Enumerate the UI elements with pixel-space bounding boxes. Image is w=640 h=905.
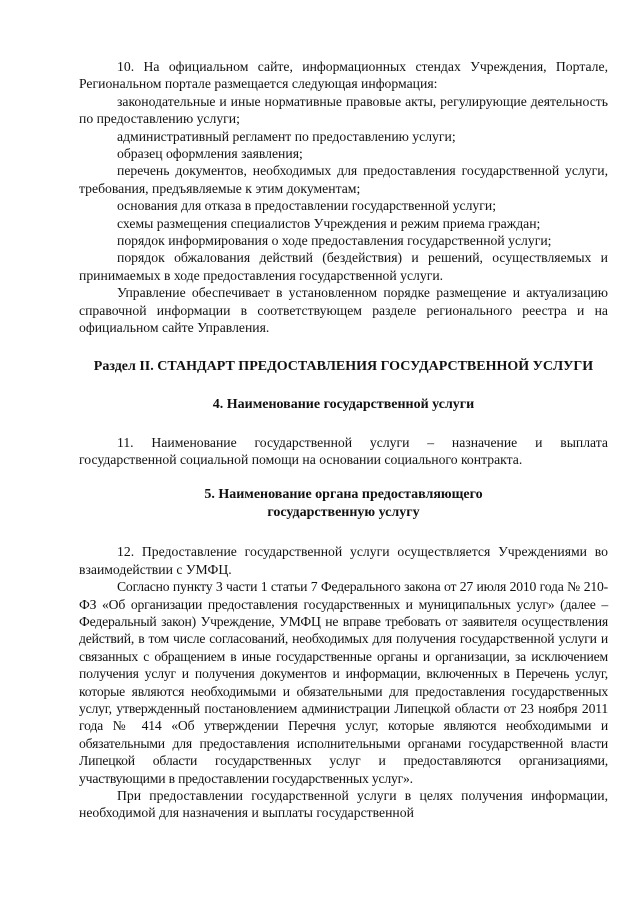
section-2-title: Раздел II. СТАНДАРТ ПРЕДОСТАВЛЕНИЯ ГОСУДАРСТВЕННОЙ УСЛУГИ [93,358,594,374]
document-page [79,58,608,822]
list-item: схемы размещения специалистов Учреждения и режим приема граждан; [117,215,541,231]
subsection-5-heading [79,486,608,522]
last-paragraph: При предоставлении государственной услуги в целях получения информации, необходимой для назначения и выплаты государственной [79,788,608,821]
federal-law-paragraph: Согласно пункту 3 части 1 статьи 7 Федерального закона от 27 июля 2010 года № 210-ФЗ «Об организации предоставления государственных и муниципальных услуг» (далее – Федеральный закон) Учреждение, УМФЦ не вправе требовать от заявителя осуществления действий, в том числе согласований, необходимых для получения государственной услуги и связанных с обращением в иные государственные органы и организации, за исключением получения услуг и получения документов и информации, включенных в Перечень услуг, которые являются необходимыми и обязательными для предоставления государственных услуг, утвержденный постановлением администрации Липецкой области от 23 ноября 2011 года № 414 «Об утверждении Перечня услуг, которые являются необходимыми и обязательными для предоставления исполнительными органами государственной власти Липецкой области государственных услуг и предоставляются организациями, участвующими в предоставлении государственных услуг». [79,579,608,786]
list-item: основания для отказа в предоставлении государственной услуги; [117,198,497,214]
list-item: законодательные и иные нормативные правовые акты, регулирующие деятельность по предоставлению услуги; [79,93,608,127]
subsection-4-heading: 4. Наименование государственной услуги [212,396,475,412]
paragraph-10: 10. На официальном сайте, информационных стендах Учреждения, Портале, Региональном портале размещается следующая информация: [79,59,608,92]
management-paragraph: Управление обеспечивает в установленном порядке размещение и актуализацию справочной информации в соответствующем разделе регионального реестра и на официальном сайте Управления. [79,285,608,336]
list-item: порядок обжалования действий (бездействия) и решений, осуществляемых и принимаемых в ходе предоставления государственной услуги. [79,250,608,283]
paragraph-11: 11. Наименование государственной услуги – назначение и выплата государственной социальной помощи на основании социального контракта. [79,434,608,467]
paragraph-12: 12. Предоставление государственной услуги осуществляется Учреждениями во взаимодействии с УМФЦ. [79,544,608,577]
subsection-5-heading-line1: 5. Наименование органа предоставляющего [204,487,483,503]
list-item: образец оформления заявления; [117,146,303,162]
subsection-5-heading-line2: государственную услугу [267,505,420,521]
list-item: перечень документов, необходимых для предоставления государственной услуги, требования, предъявляемые к этим документам; [79,163,608,196]
list-item: административный регламент по предоставлению услуги; [117,128,456,144]
list-item: порядок информирования о ходе предоставления государственной услуги; [117,233,552,249]
